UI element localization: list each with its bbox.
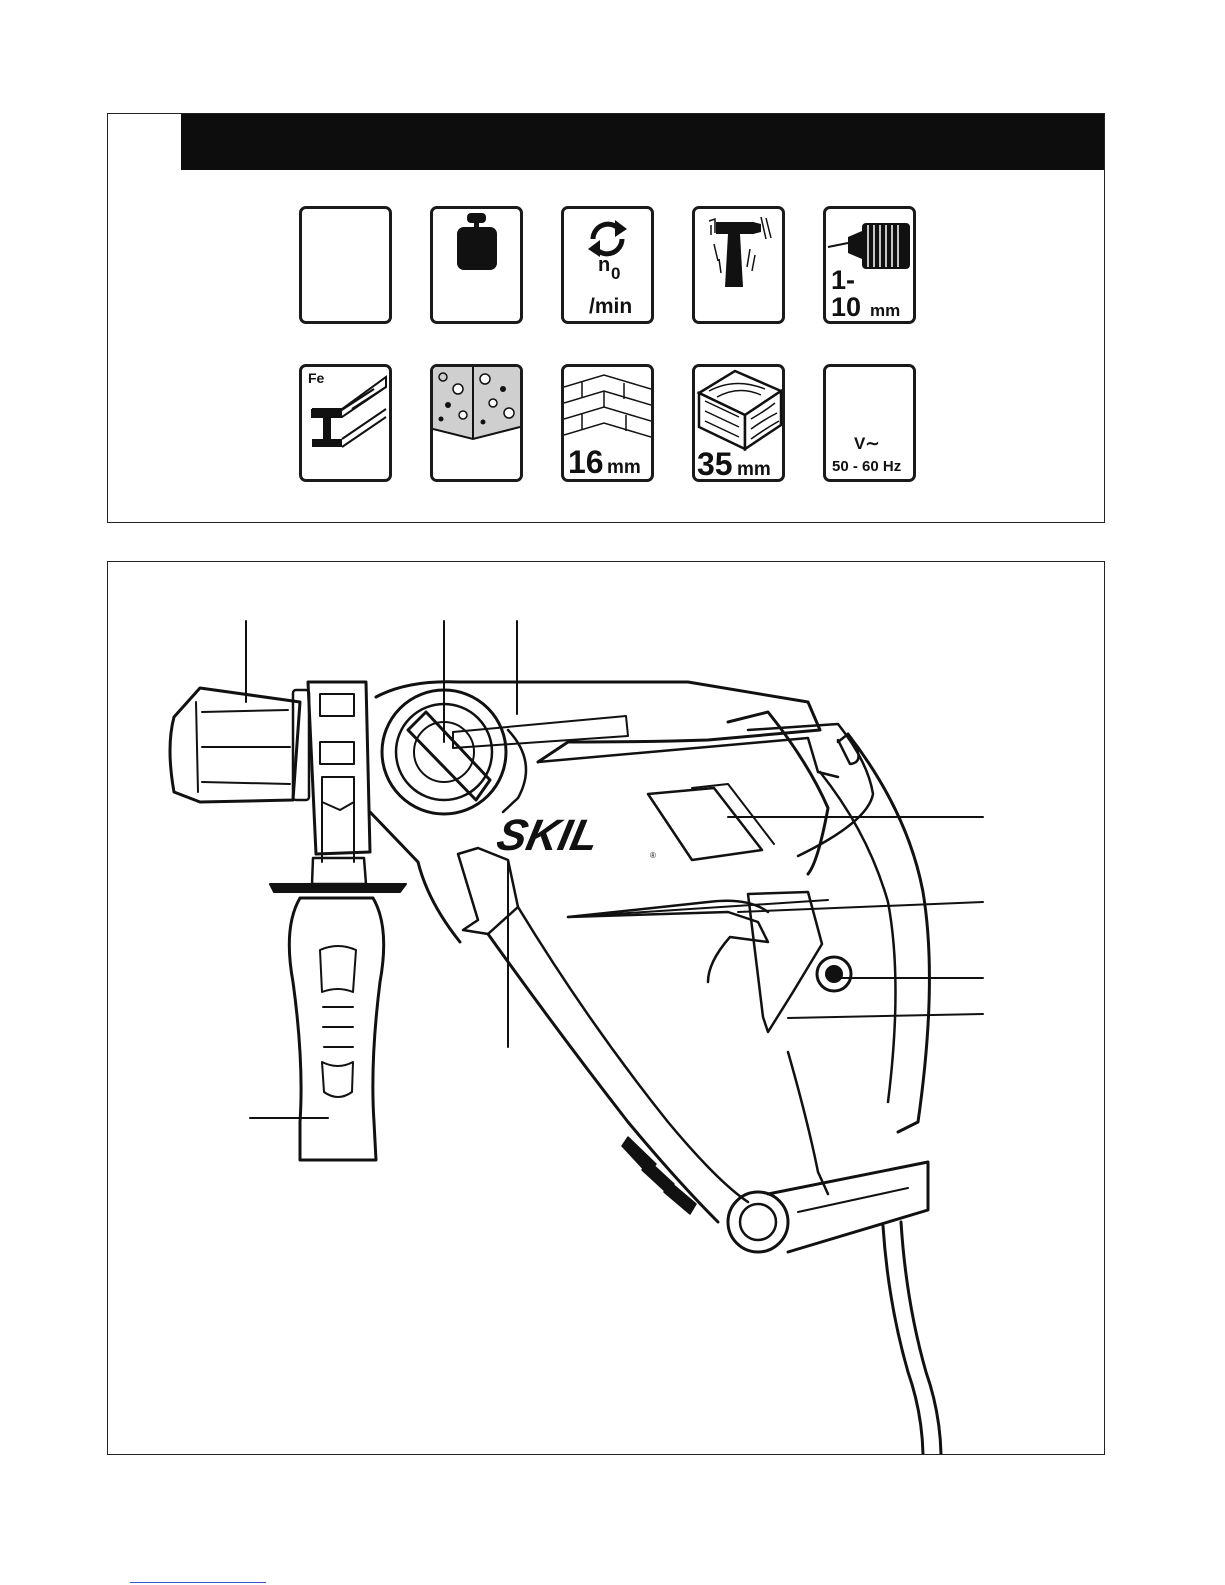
specifications-panel bbox=[107, 113, 1105, 523]
chuck-range-end: 10 bbox=[831, 292, 862, 321]
rotary-hammer-illustration bbox=[108, 562, 1104, 1454]
footer-link-underline bbox=[130, 1582, 266, 1583]
wood-value: 35 bbox=[697, 446, 733, 479]
vent-panel-1 bbox=[648, 788, 762, 860]
callout-line-trigger bbox=[788, 1014, 983, 1018]
voltage-frequency: 50 - 60 Hz bbox=[832, 458, 902, 475]
concrete-icon bbox=[430, 364, 523, 482]
hammer-impact-icon bbox=[692, 206, 785, 324]
rotation-speed-icon bbox=[561, 206, 654, 324]
weight-icon bbox=[430, 206, 523, 324]
masonry-value: 16 bbox=[568, 444, 604, 479]
steel-label: Fe bbox=[308, 370, 325, 386]
trigger-area bbox=[568, 912, 768, 982]
brand-logo-text: SKIL bbox=[492, 811, 604, 860]
chuck-body bbox=[170, 688, 300, 802]
rear-handle-outline bbox=[848, 734, 929, 1132]
chuck-range-start: 1- bbox=[831, 265, 856, 295]
rotation-subscript: 0 bbox=[611, 264, 621, 283]
product-figure-panel bbox=[107, 561, 1105, 1455]
blank-tile bbox=[299, 206, 392, 324]
side-handle bbox=[289, 898, 383, 1160]
cord-joint bbox=[728, 1192, 788, 1252]
section-title-bar bbox=[181, 114, 1104, 170]
voltage-icon bbox=[823, 364, 916, 482]
trigger bbox=[748, 892, 822, 1032]
masonry-unit: mm bbox=[607, 457, 641, 478]
skil-logo bbox=[493, 811, 656, 860]
rotation-unit: /min bbox=[589, 295, 633, 318]
wood-icon bbox=[692, 364, 785, 482]
chuck-capacity-icon bbox=[823, 206, 916, 324]
rotation-symbol: n bbox=[598, 254, 611, 276]
voltage-symbol: V∼ bbox=[854, 434, 880, 453]
wood-unit: mm bbox=[737, 459, 771, 479]
steel-beam-icon bbox=[299, 364, 392, 482]
collar bbox=[308, 682, 370, 854]
brand-registered-mark: ® bbox=[650, 851, 656, 860]
masonry-icon bbox=[561, 364, 654, 482]
chuck-unit: mm bbox=[870, 301, 901, 320]
